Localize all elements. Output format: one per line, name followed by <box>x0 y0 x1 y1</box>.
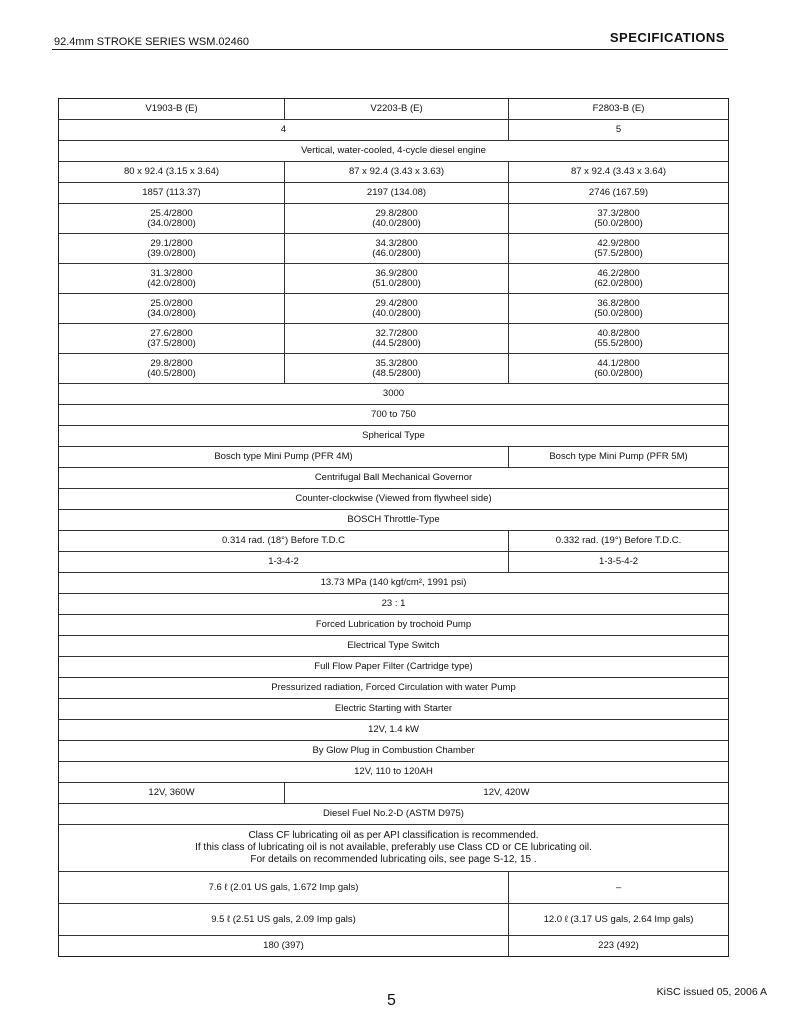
table-row <box>59 531 728 552</box>
table-cell: Centrifugal Ball Mechanical Governor <box>314 472 473 483</box>
note-line: For details on recommended lubricating oils, see page S-12, 15 . <box>250 854 537 865</box>
table-cell: 36.8/2800 (50.0/2800) <box>594 297 643 319</box>
table-cell: 27.6/2800 (37.5/2800) <box>59 324 285 353</box>
table-row-cylinders <box>59 120 728 141</box>
table-cell: 13.73 MPa (140 kgf/cm², 1991 psi) <box>320 577 467 588</box>
table-cell: 700 to 750 <box>371 409 416 420</box>
table-cell: 35.3/2800 (48.5/2800) <box>285 354 509 383</box>
table-cell: 2197 (134.08) <box>285 183 509 203</box>
table-row <box>59 657 728 678</box>
table-row-output <box>59 204 728 234</box>
table-row-output <box>59 294 728 324</box>
document-code: 92.4mm STROKE SERIES WSM.02460 <box>54 36 250 48</box>
table-cell: 3000 <box>382 388 405 399</box>
table-row <box>59 783 728 804</box>
table-cell: 32.7/2800 (44.5/2800) <box>285 324 509 353</box>
table-cell: Full Flow Paper Filter (Cartridge type) <box>314 661 473 672</box>
table-row <box>59 872 728 904</box>
specifications-table <box>58 98 729 957</box>
table-cell: By Glow Plug in Combustion Chamber <box>312 745 475 756</box>
table-row-output <box>59 324 728 354</box>
note-line: If this class of lubricating oil is not available, preferably use Class CD or CE lubricating oil. <box>195 842 592 853</box>
lubricant-note <box>59 825 728 871</box>
table-cell: 1857 (113.37) <box>59 183 285 203</box>
table-cell: 29.1/2800 (39.0/2800) <box>59 234 285 263</box>
table-cell: 42.9/2800 (57.5/2800) <box>594 237 643 259</box>
table-cell: Spherical Type <box>362 430 425 441</box>
table-cell: 80 x 92.4 (3.15 x 3.64) <box>59 162 285 182</box>
table-cell: Pressurized radiation, Forced Circulation with water Pump <box>271 682 516 693</box>
table-row <box>59 720 728 741</box>
table-row <box>59 447 728 468</box>
table-cell: 37.3/2800 (50.0/2800) <box>594 207 643 229</box>
table-row <box>59 636 728 657</box>
table-row <box>59 426 728 447</box>
table-cell: 12V, 110 to 120AH <box>354 766 433 777</box>
table-cell: 87 x 92.4 (3.43 x 3.63) <box>285 162 509 182</box>
table-cell: 25.4/2800 (34.0/2800) <box>59 204 285 233</box>
table-cell: 9.5 ℓ (2.51 US gals, 2.09 Imp gals) <box>59 904 509 935</box>
table-cell: 0.314 rad. (18°) Before T.D.C <box>59 531 509 551</box>
table-cell: 180 (397) <box>59 936 509 956</box>
table-cell: 29.8/2800 (40.5/2800) <box>59 354 285 383</box>
header-divider <box>52 49 728 50</box>
table-cell: Bosch type Mini Pump (PFR 5M) <box>549 451 688 462</box>
section-title: SPECIFICATIONS <box>609 30 725 45</box>
table-row <box>59 594 728 615</box>
table-cell: 23 : 1 <box>381 598 406 609</box>
table-row <box>59 489 728 510</box>
table-cell: 1-3-4-2 <box>59 552 509 572</box>
table-cell: 46.2/2800 (62.0/2800) <box>594 267 643 289</box>
table-cell: 40.8/2800 (55.5/2800) <box>594 327 643 349</box>
table-row <box>59 804 728 825</box>
table-cell: 7.6 ℓ (2.01 US gals, 1.672 Imp gals) <box>59 872 509 903</box>
table-cell: Vertical, water-cooled, 4-cycle diesel engine <box>301 145 486 156</box>
table-row <box>59 741 728 762</box>
model-f2803: F2803-B (E) <box>592 103 645 114</box>
table-row-model <box>59 99 728 120</box>
page-number: 5 <box>387 992 396 1009</box>
table-cell: Electrical Type Switch <box>347 640 440 651</box>
table-row <box>59 573 728 594</box>
table-cell: 12V, 360W <box>59 783 285 803</box>
table-cell: 12.0 ℓ (3.17 US gals, 2.64 Imp gals) <box>543 913 694 925</box>
table-row <box>59 552 728 573</box>
model-v1903: V1903-B (E) <box>59 99 285 119</box>
note-line: Class CF lubricating oil as per API classification is recommended. <box>248 830 539 841</box>
table-row <box>59 762 728 783</box>
table-cell: 12V, 1.4 kW <box>368 724 419 735</box>
table-cell: BOSCH Throttle-Type <box>347 514 440 525</box>
table-cell: 87 x 92.4 (3.43 x 3.64) <box>570 166 667 177</box>
table-cell: 4 <box>59 120 509 140</box>
table-row-output <box>59 354 728 384</box>
table-cell: 12V, 420W <box>483 787 530 798</box>
table-cell: 44.1/2800 (60.0/2800) <box>594 357 643 379</box>
issue-note: KiSC issued 05, 2006 A <box>656 986 767 998</box>
table-row-output <box>59 234 728 264</box>
table-cell: Diesel Fuel No.2-D (ASTM D975) <box>323 808 464 819</box>
table-cell: Counter-clockwise (Viewed from flywheel side) <box>295 493 492 504</box>
table-row <box>59 468 728 489</box>
table-cell: 29.8/2800 (40.0/2800) <box>285 204 509 233</box>
table-cell: Electric Starting with Starter <box>334 703 453 714</box>
table-cell: 31.3/2800 (42.0/2800) <box>59 264 285 293</box>
table-cell: 223 (492) <box>598 940 639 951</box>
table-row <box>59 405 728 426</box>
table-row <box>59 904 728 936</box>
table-cell: 5 <box>615 124 622 135</box>
table-row <box>59 384 728 405</box>
model-v2203: V2203-B (E) <box>285 99 509 119</box>
table-row <box>59 678 728 699</box>
table-row <box>59 936 728 956</box>
table-row-lubricant-note <box>59 825 728 872</box>
table-row <box>59 699 728 720</box>
table-row-bore-stroke <box>59 162 728 183</box>
table-cell: 25.0/2800 (34.0/2800) <box>59 294 285 323</box>
table-row-output <box>59 264 728 294</box>
table-row-displacement <box>59 183 728 204</box>
table-cell: 1-3-5-4-2 <box>598 556 639 567</box>
table-row <box>59 615 728 636</box>
table-cell: 36.9/2800 (51.0/2800) <box>285 264 509 293</box>
table-cell: 34.3/2800 (46.0/2800) <box>285 234 509 263</box>
table-cell: 2746 (167.59) <box>588 187 649 198</box>
table-cell: 29.4/2800 (40.0/2800) <box>285 294 509 323</box>
table-cell: Bosch type Mini Pump (PFR 4M) <box>59 447 509 467</box>
table-cell: 0.332 rad. (19°) Before T.D.C. <box>555 535 682 546</box>
table-row <box>59 510 728 531</box>
table-cell: – <box>615 881 622 893</box>
table-cell: Forced Lubrication by trochoid Pump <box>315 619 472 630</box>
table-row-type <box>59 141 728 162</box>
